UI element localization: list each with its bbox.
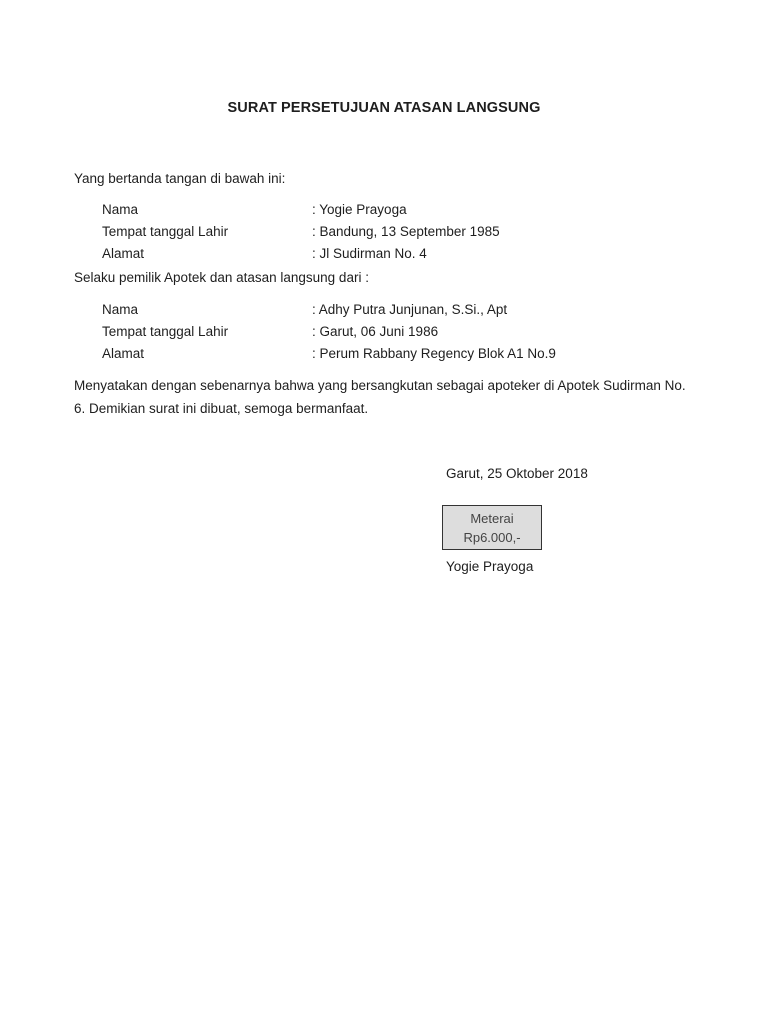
signer-details	[102, 198, 500, 264]
field-label: Alamat	[102, 245, 145, 261]
signer-name-row	[102, 198, 500, 220]
field-value: : Perum Rabbany Regency Blok A1 No.9	[312, 345, 556, 361]
subject-name-row	[102, 298, 556, 320]
field-label: Alamat	[102, 345, 145, 361]
stamp-box	[442, 505, 542, 550]
field-label: Tempat tanggal Lahir	[102, 223, 229, 239]
field-value: : Yogie Prayoga	[312, 201, 407, 217]
document-title: SURAT PERSETUJUAN ATASAN LANGSUNG	[227, 100, 541, 116]
intro2-text: Selaku pemilik Apotek dan atasan langsung dari :	[74, 270, 369, 285]
field-label: Tempat tanggal Lahir	[102, 323, 229, 339]
statement-text: Menyatakan dengan sebenarnya bahwa yang bersangkutan sebagai apoteker di Apotek Sudirman No. 6. Demikian surat ini dibuat, semoga bermanfaat.	[74, 378, 686, 416]
field-label: Nama	[102, 201, 139, 217]
signer-birth-row	[102, 220, 500, 242]
field-value: : Adhy Putra Junjunan, S.Si., Apt	[312, 301, 508, 317]
field-value: : Garut, 06 Juni 1986	[312, 323, 439, 339]
stamp-line-1: Meterai	[470, 510, 514, 526]
subject-address-row	[102, 342, 556, 364]
place-date: Garut, 25 Oktober 2018	[446, 466, 588, 481]
intro-text: Yang bertanda tangan di bawah ini:	[74, 171, 286, 186]
signer-name: Yogie Prayoga	[446, 559, 534, 574]
field-value: : Jl Sudirman No. 4	[312, 245, 427, 261]
stamp-line-2: Rp6.000,-	[463, 529, 521, 545]
signer-address-row	[102, 242, 500, 264]
subject-birth-row	[102, 320, 556, 342]
subject-details	[102, 298, 556, 364]
field-value: : Bandung, 13 September 1985	[312, 223, 500, 239]
field-label: Nama	[102, 301, 139, 317]
